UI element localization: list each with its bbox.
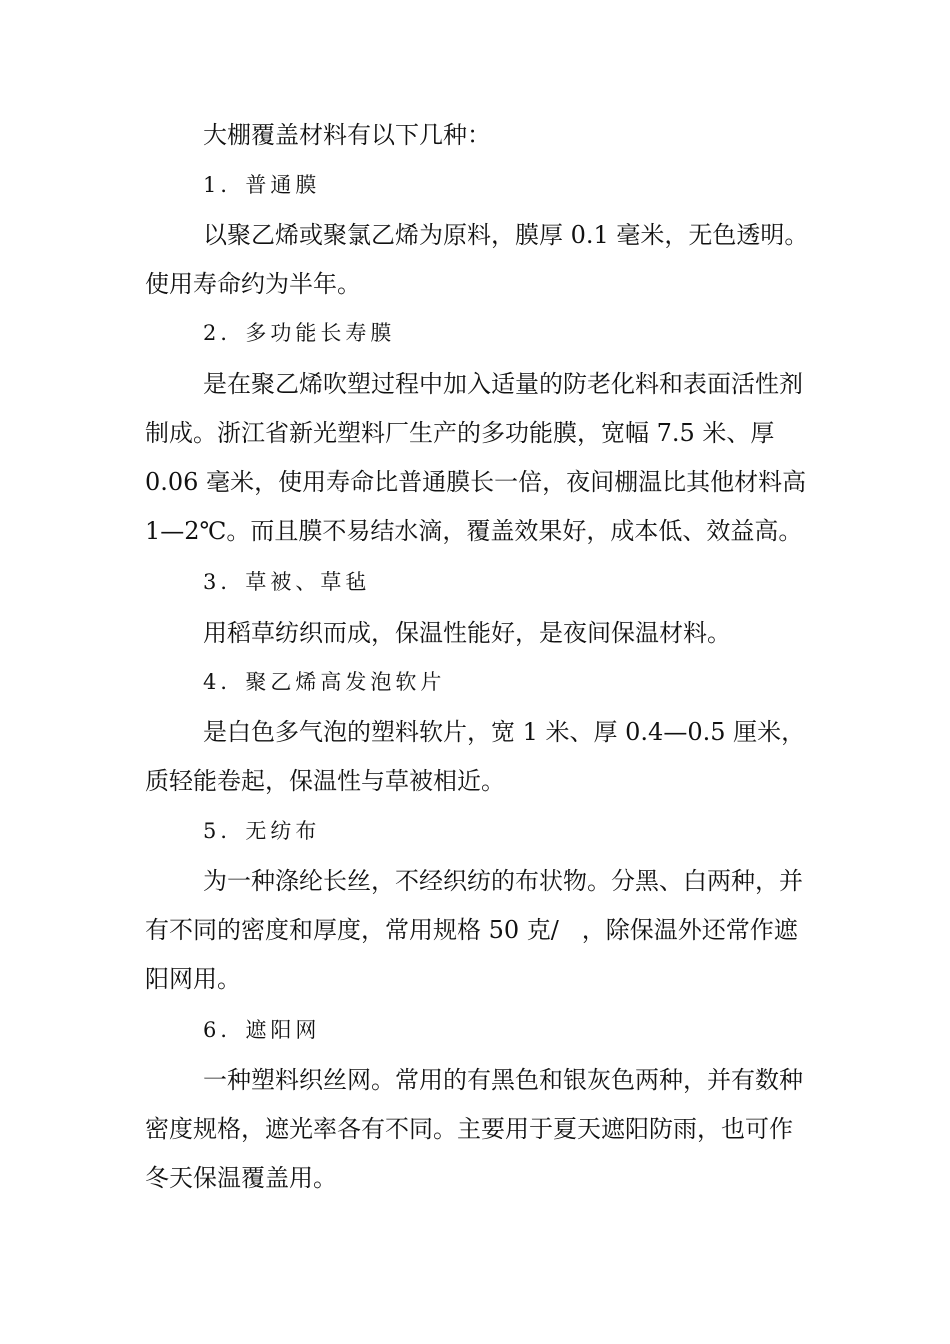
section-body-4: 是白色多气泡的塑料软片，宽 1 米、厚 0.4—0.5 厘米，质轻能卷起，保温性与草被相近。 (145, 718, 806, 795)
section-heading-6: 6．遮阳网 (203, 1018, 321, 1042)
section-body-2: 是在聚乙烯吹塑过程中加入适量的防老化料和表面活性剂制成。浙江省新光塑料厂生产的多功能膜，宽幅 7.5 米、厚 0.06 毫米，使用寿命比普通膜长一倍，夜间棚温比其他材料高 1—2℃。而且膜不易结水滴，覆盖效果好，成本低、效益高。 (145, 370, 814, 545)
section-body-5: 为一种涤纶长丝，不经织纺的布状物。分黑、白两种，并有不同的密度和厚度，常用规格 50 克/ ，除保温外还常作遮阳网用。 (145, 867, 803, 993)
section-heading-2: 2．多功能长寿膜 (203, 321, 396, 345)
section-heading-5: 5．无纺布 (203, 819, 321, 843)
intro-text: 大棚覆盖材料有以下几种： (203, 121, 491, 149)
section-body-3: 用稻草纺织而成，保温性能好，是夜间保温材料。 (203, 619, 731, 647)
section-heading-1: 1．普通膜 (203, 173, 321, 197)
section-body-1: 以聚乙烯或聚氯乙烯为原料，膜厚 0.1 毫米，无色透明。使用寿命约为半年。 (145, 221, 809, 298)
section-heading-4: 4．聚乙烯高发泡软片 (203, 670, 446, 694)
section-heading-3: 3．草被、草毡 (203, 570, 371, 594)
section-body-6: 一种塑料织丝网。常用的有黑色和银灰色两种，并有数种密度规格，遮光率各有不同。主要用于夏天遮阳防雨，也可作冬天保温覆盖用。 (145, 1066, 803, 1192)
